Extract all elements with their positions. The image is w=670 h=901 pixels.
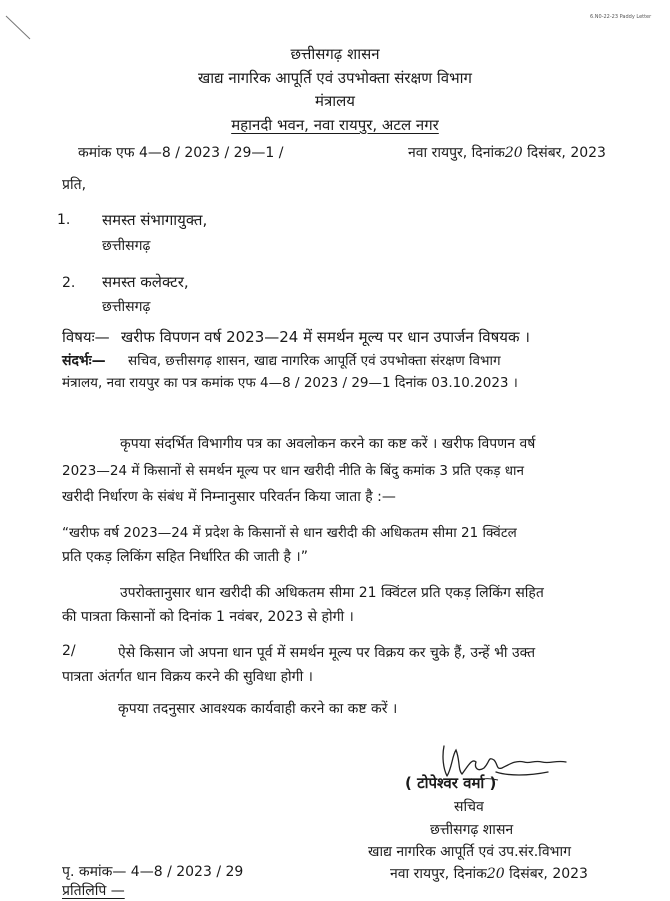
header-ministry: मंत्रालय <box>314 92 355 110</box>
document-id: 6.N0-22-23 Paddy Letter <box>590 14 652 20</box>
copy-to-label: प्रतिलिपि — <box>62 883 125 899</box>
subject-text: खरीफ विपणन वर्ष 2023—24 में समर्थन मूल्य पर धान उपार्जन विषयक । <box>121 328 530 346</box>
reference-line-1: सचिव, छत्तीसगढ़ शासन, खाद्य नागरिक आपूर्ति एवं उपभोक्ता संरक्षण विभाग <box>128 353 501 369</box>
recipient-2-state: छत्तीसगढ़ <box>102 299 151 315</box>
para1-line2: 2023—24 में किसानों से समर्थन मूल्य पर धान खरीदी नीति के बिंदु कमांक 3 प्रति एकड़ धान <box>62 463 525 479</box>
ref-place-date <box>408 143 606 162</box>
para2-line1: उपरोक्तानुसार धान खरीदी की अधिकतम सीमा 21 क्विंटल प्रति एकड़ लिकिंग सहित <box>120 585 544 601</box>
recipient-1-number: 1. <box>57 212 71 228</box>
sig-date-rest: दिसंबर, 2023 <box>504 866 588 882</box>
para3-line2: पात्रता अंतर्गत धान विक्रय करने की सुविधा होगी । <box>62 669 313 685</box>
quote-line2: प्रति एकड़ लिकिंग सहित निर्धारित की जाती है ।” <box>62 549 308 565</box>
quote-line1: “खरीफ वर्ष 2023—24 में प्रदेश के किसानों से धान खरीदी की अधिकतम सीमा 21 क्विंटल <box>62 525 517 541</box>
scan-mark <box>4 14 34 42</box>
signatory-name: ( टोपेश्वर वर्मा ) <box>405 774 497 792</box>
para4: कृपया तदनुसार आवश्यक कार्यवाही करने का कष्ट करें । <box>118 701 398 717</box>
para1-line3: खरीदी निर्धारण के संबंध में निम्नानुसार परिवर्तन किया जाता है :— <box>62 489 396 505</box>
ref-number: कमांक एफ 4—8 / 2023 / 29—1 / <box>78 145 284 161</box>
header-address: महानदी भवन, नवा रायपुर, अटल नगर <box>231 116 439 134</box>
ref-date-rest: दिसंबर, 2023 <box>522 145 606 161</box>
signatory-government: छत्तीसगढ़ शासन <box>430 822 514 838</box>
sig-date-day: 20 <box>486 866 505 882</box>
ref-date-day: 20 <box>504 145 523 161</box>
para3-line1: ऐसे किसान जो अपना धान पूर्व में समर्थन मूल्य पर विक्रय कर चुके हैं, उन्हें भी उक्त <box>118 645 536 661</box>
prati-label: प्रति, <box>62 177 87 193</box>
para2-line2: की पात्रता किसानों को दिनांक 1 नवंबर, 2023 से होगी । <box>62 609 354 625</box>
ref-date-prefix: नवा रायपुर, दिनांक <box>408 145 505 161</box>
para1-line1: कृपया संदर्भित विभागीय पत्र का अवलोकन करने का कष्ट करें । खरीफ विपणन वर्ष <box>120 436 536 452</box>
reference-label: संदर्भः— <box>62 353 106 369</box>
recipient-2-name: समस्त कलेक्टर, <box>102 273 189 291</box>
endorsement-ref-number: पृ. कमांक— 4—8 / 2023 / 29 <box>62 864 244 880</box>
header-department: खाद्य नागरिक आपूर्ति एवं उपभोक्ता संरक्षण विभाग <box>198 69 472 87</box>
subject-label: विषयः— <box>62 328 110 346</box>
signatory-place-date <box>390 864 588 883</box>
recipient-2-number: 2. <box>62 275 76 291</box>
recipient-1-name: समस्त संभागायुक्त, <box>102 211 208 229</box>
header-government: छत्तीसगढ़ शासन <box>290 45 380 63</box>
recipient-1-state: छत्तीसगढ़ <box>102 238 151 254</box>
signatory-department: खाद्य नागरिक आपूर्ति एवं उप.संर.विभाग <box>368 844 571 860</box>
sig-date-prefix: नवा रायपुर, दिनांक <box>390 866 487 882</box>
reference-line-2: मंत्रालय, नवा रायपुर का पत्र कमांक एफ 4—8 / 2023 / 29—1 दिनांक 03.10.2023 । <box>62 375 518 391</box>
para3-number: 2/ <box>62 643 76 659</box>
signatory-title: सचिव <box>454 799 484 815</box>
